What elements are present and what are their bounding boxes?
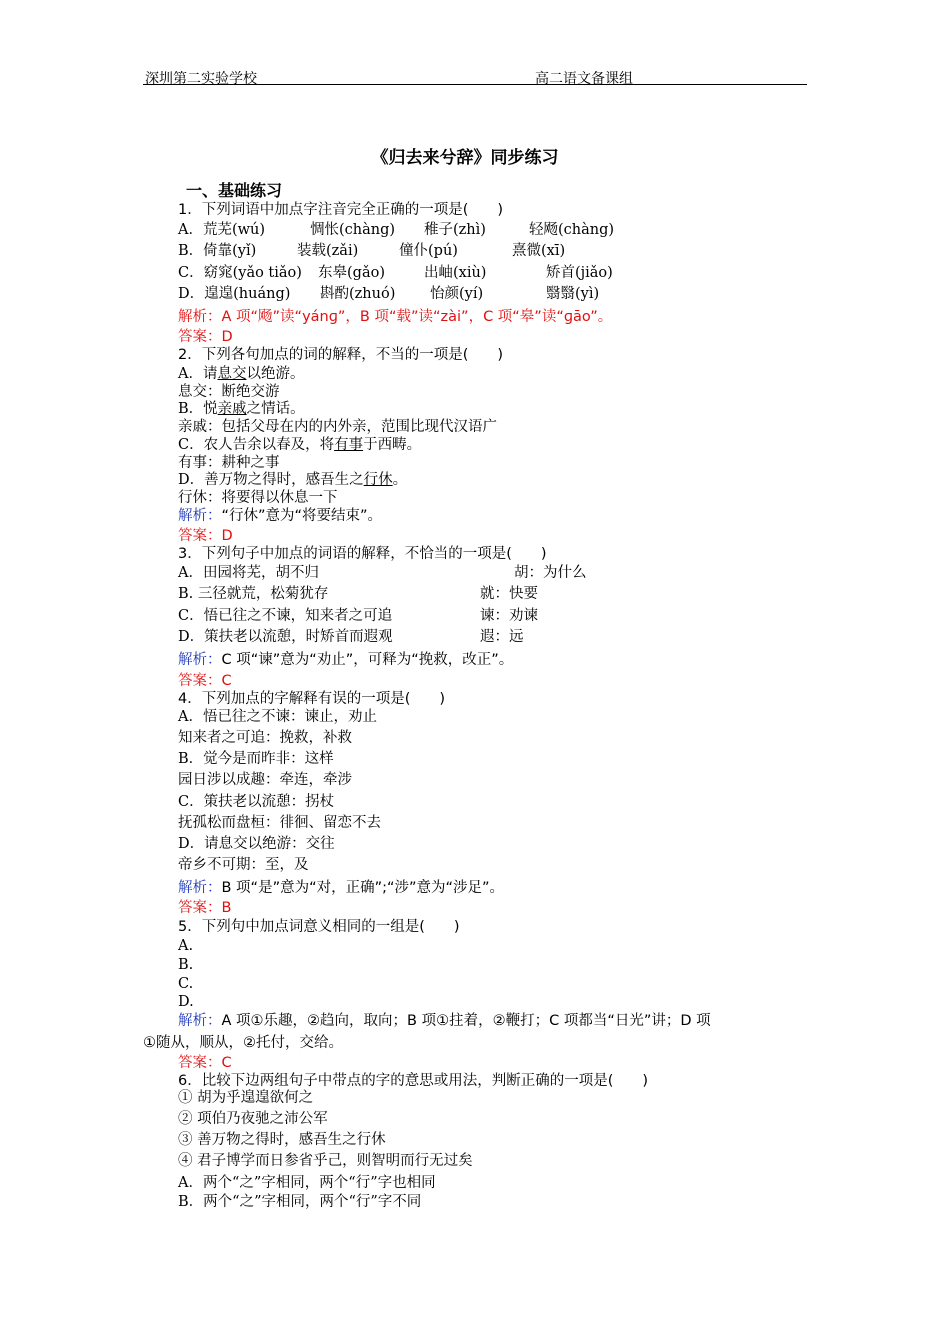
q1-analysis: 解析：A 项“飏”读“yánɡ”，B 项“载”读“zài”，C 项“皋”读“ɡāo”。 <box>178 309 613 325</box>
q6-option-b: B．两个“之”字相同，两个“行”字不同 <box>178 1194 422 1210</box>
q1-option-d-3: 怡颜(yí) <box>430 286 484 302</box>
q1-option-b-3: 僮仆(pú) <box>399 243 458 259</box>
q6-sentence-2: ② 项伯乃夜驰之沛公军 <box>178 1111 328 1127</box>
q3-option-c-meaning: 谏：劝谏 <box>480 608 538 624</box>
header-group: 高二语文备课组 <box>535 71 633 87</box>
q6-sentence-3: ③ 善万物之得时，感吾生之行休 <box>178 1132 386 1148</box>
q2-analysis: 解析：“行休”意为“将要结束”。 <box>178 508 383 524</box>
q4-stem: 4．下列加点的字解释有误的一项是( ) <box>178 691 446 707</box>
q3-option-d-meaning: 遐：远 <box>480 629 524 645</box>
q3-option-c: C．悟已往之不谏，知来者之可追 <box>178 608 393 624</box>
q2-option-c-explanation: 有事：耕种之事 <box>178 455 280 471</box>
q4-line-3: B．觉今是而昨非：这样 <box>178 751 334 767</box>
q6-option-a: A．两个“之”字相同，两个“行”字也相同 <box>178 1175 436 1191</box>
q1-answer: 答案：D <box>178 329 233 345</box>
q4-line-4: 园日涉以成趣：牵连，牵涉 <box>178 772 352 788</box>
q6-sentence-1: ① 胡为乎遑遑欲何之 <box>178 1090 314 1106</box>
q2-option-b-term: 亲戚 <box>217 401 247 417</box>
q5-option-c: C. <box>178 976 194 992</box>
q4-line-2: 知来者之可追：挽救，补救 <box>178 730 352 746</box>
q2-option-c: C．农人告余以春及，将有事于西畴。 <box>178 437 422 453</box>
q1-option-b-4: 熹微(xī) <box>512 243 566 259</box>
q2-option-b-explanation: 亲戚：包括父母在内的内外亲，范围比现代汉语广 <box>178 419 497 435</box>
q4-line-1: A．悟已往之不谏：谏止，劝止 <box>178 709 377 725</box>
q3-option-b-meaning: 就：快要 <box>480 586 538 602</box>
q1-option-a-4: 轻飏(chàng) <box>529 222 615 238</box>
q1-option-d: D．遑遑(huáng) <box>178 286 291 302</box>
q3-answer: 答案：C <box>178 673 232 689</box>
q1-option-b: B．倚靠(yǐ) <box>178 243 257 259</box>
q4-line-6: 抚孤松而盘桓：徘徊、留恋不去 <box>178 815 381 831</box>
q2-option-b: B．悦亲戚之情话。 <box>178 401 305 417</box>
q3-option-b: B. 三径就荒，松菊犹存 <box>178 586 329 602</box>
page-title: 《归去来兮辞》同步练习 <box>371 148 559 168</box>
q1-option-c-3: 出岫(xiù) <box>424 265 487 281</box>
q5-option-b: B. <box>178 957 194 973</box>
q1-option-c-2: 东皋(gǎo) <box>318 265 385 281</box>
q3-option-a: A．田园将芜，胡不归 <box>178 565 319 581</box>
q1-option-a: A．荒芜(wú) <box>178 222 266 238</box>
header-school: 深圳第二实验学校 <box>145 71 257 87</box>
q6-sentence-4: ④ 君子博学而日参省乎己，则智明而行无过矣 <box>178 1153 473 1169</box>
q4-line-8: 帝乡不可期：至，及 <box>178 857 309 873</box>
q2-option-a-term: 息交 <box>217 366 247 382</box>
q3-option-a-meaning: 胡：为什么 <box>514 565 587 581</box>
q2-option-d: D．善万物之得时，感吾生之行休。 <box>178 472 408 488</box>
q5-analysis-cont: ①随从，顺从，②托付，交给。 <box>143 1035 343 1051</box>
q2-option-a: A．请息交以绝游。 <box>178 366 305 382</box>
q1-option-a-3: 稚子(zhì) <box>424 222 486 238</box>
q1-stem: 1．下列词语中加点字注音完全正确的一项是( ) <box>178 202 504 218</box>
q5-option-a: A. <box>178 938 194 954</box>
q2-option-c-term: 有事 <box>334 437 364 453</box>
q4-line-7: D．请息交以绝游：交往 <box>178 836 335 852</box>
q1-option-c-4: 矫首(jiǎo) <box>546 265 613 281</box>
q2-option-d-term: 行休 <box>363 472 393 488</box>
q5-stem: 5．下列句中加点词意义相同的一组是( ) <box>178 919 460 935</box>
q2-stem: 2．下列各句加点的词的解释，不当的一项是( ) <box>178 347 504 363</box>
q1-option-c: C．窈窕(yǎo tiǎo) <box>178 265 302 281</box>
q1-option-a-2: 惆怅(chàng) <box>310 222 396 238</box>
q3-analysis: 解析：C 项“谏”意为“劝止”，可释为“挽救，改正”。 <box>178 652 514 668</box>
header-rule <box>143 84 807 85</box>
section-heading: 一、基础练习 <box>186 181 283 200</box>
q3-stem: 3．下列句子中加点的词语的解释，不恰当的一项是( ) <box>178 546 547 562</box>
q3-option-d: D．策扶老以流憩，时矫首而遐观 <box>178 629 393 645</box>
q6-stem: 6．比较下边两组句子中带点的字的意思或用法，判断正确的一项是( ) <box>178 1073 649 1089</box>
q2-answer: 答案：D <box>178 528 233 544</box>
q2-option-a-explanation: 息交：断绝交游 <box>178 384 280 400</box>
q2-option-d-explanation: 行休：将要得以休息一下 <box>178 490 338 506</box>
q1-option-b-2: 装载(zǎi) <box>297 243 359 259</box>
q4-answer: 答案：B <box>178 900 232 916</box>
q4-line-5: C．策扶老以流憩：拐杖 <box>178 794 335 810</box>
q4-analysis: 解析：B 项“是”意为“对，正确”;“涉”意为“涉足”。 <box>178 880 505 896</box>
q5-option-d: D. <box>178 994 194 1010</box>
q5-answer: 答案：C <box>178 1055 232 1071</box>
q1-option-d-4: 翳翳(yì) <box>546 286 600 302</box>
q1-option-d-2: 斟酌(zhuó) <box>320 286 396 302</box>
q5-analysis: 解析：A 项①乐趣，②趋向，取向；B 项①拄着，②鞭打；C 项都当“日光”讲；D 项 <box>178 1013 711 1029</box>
